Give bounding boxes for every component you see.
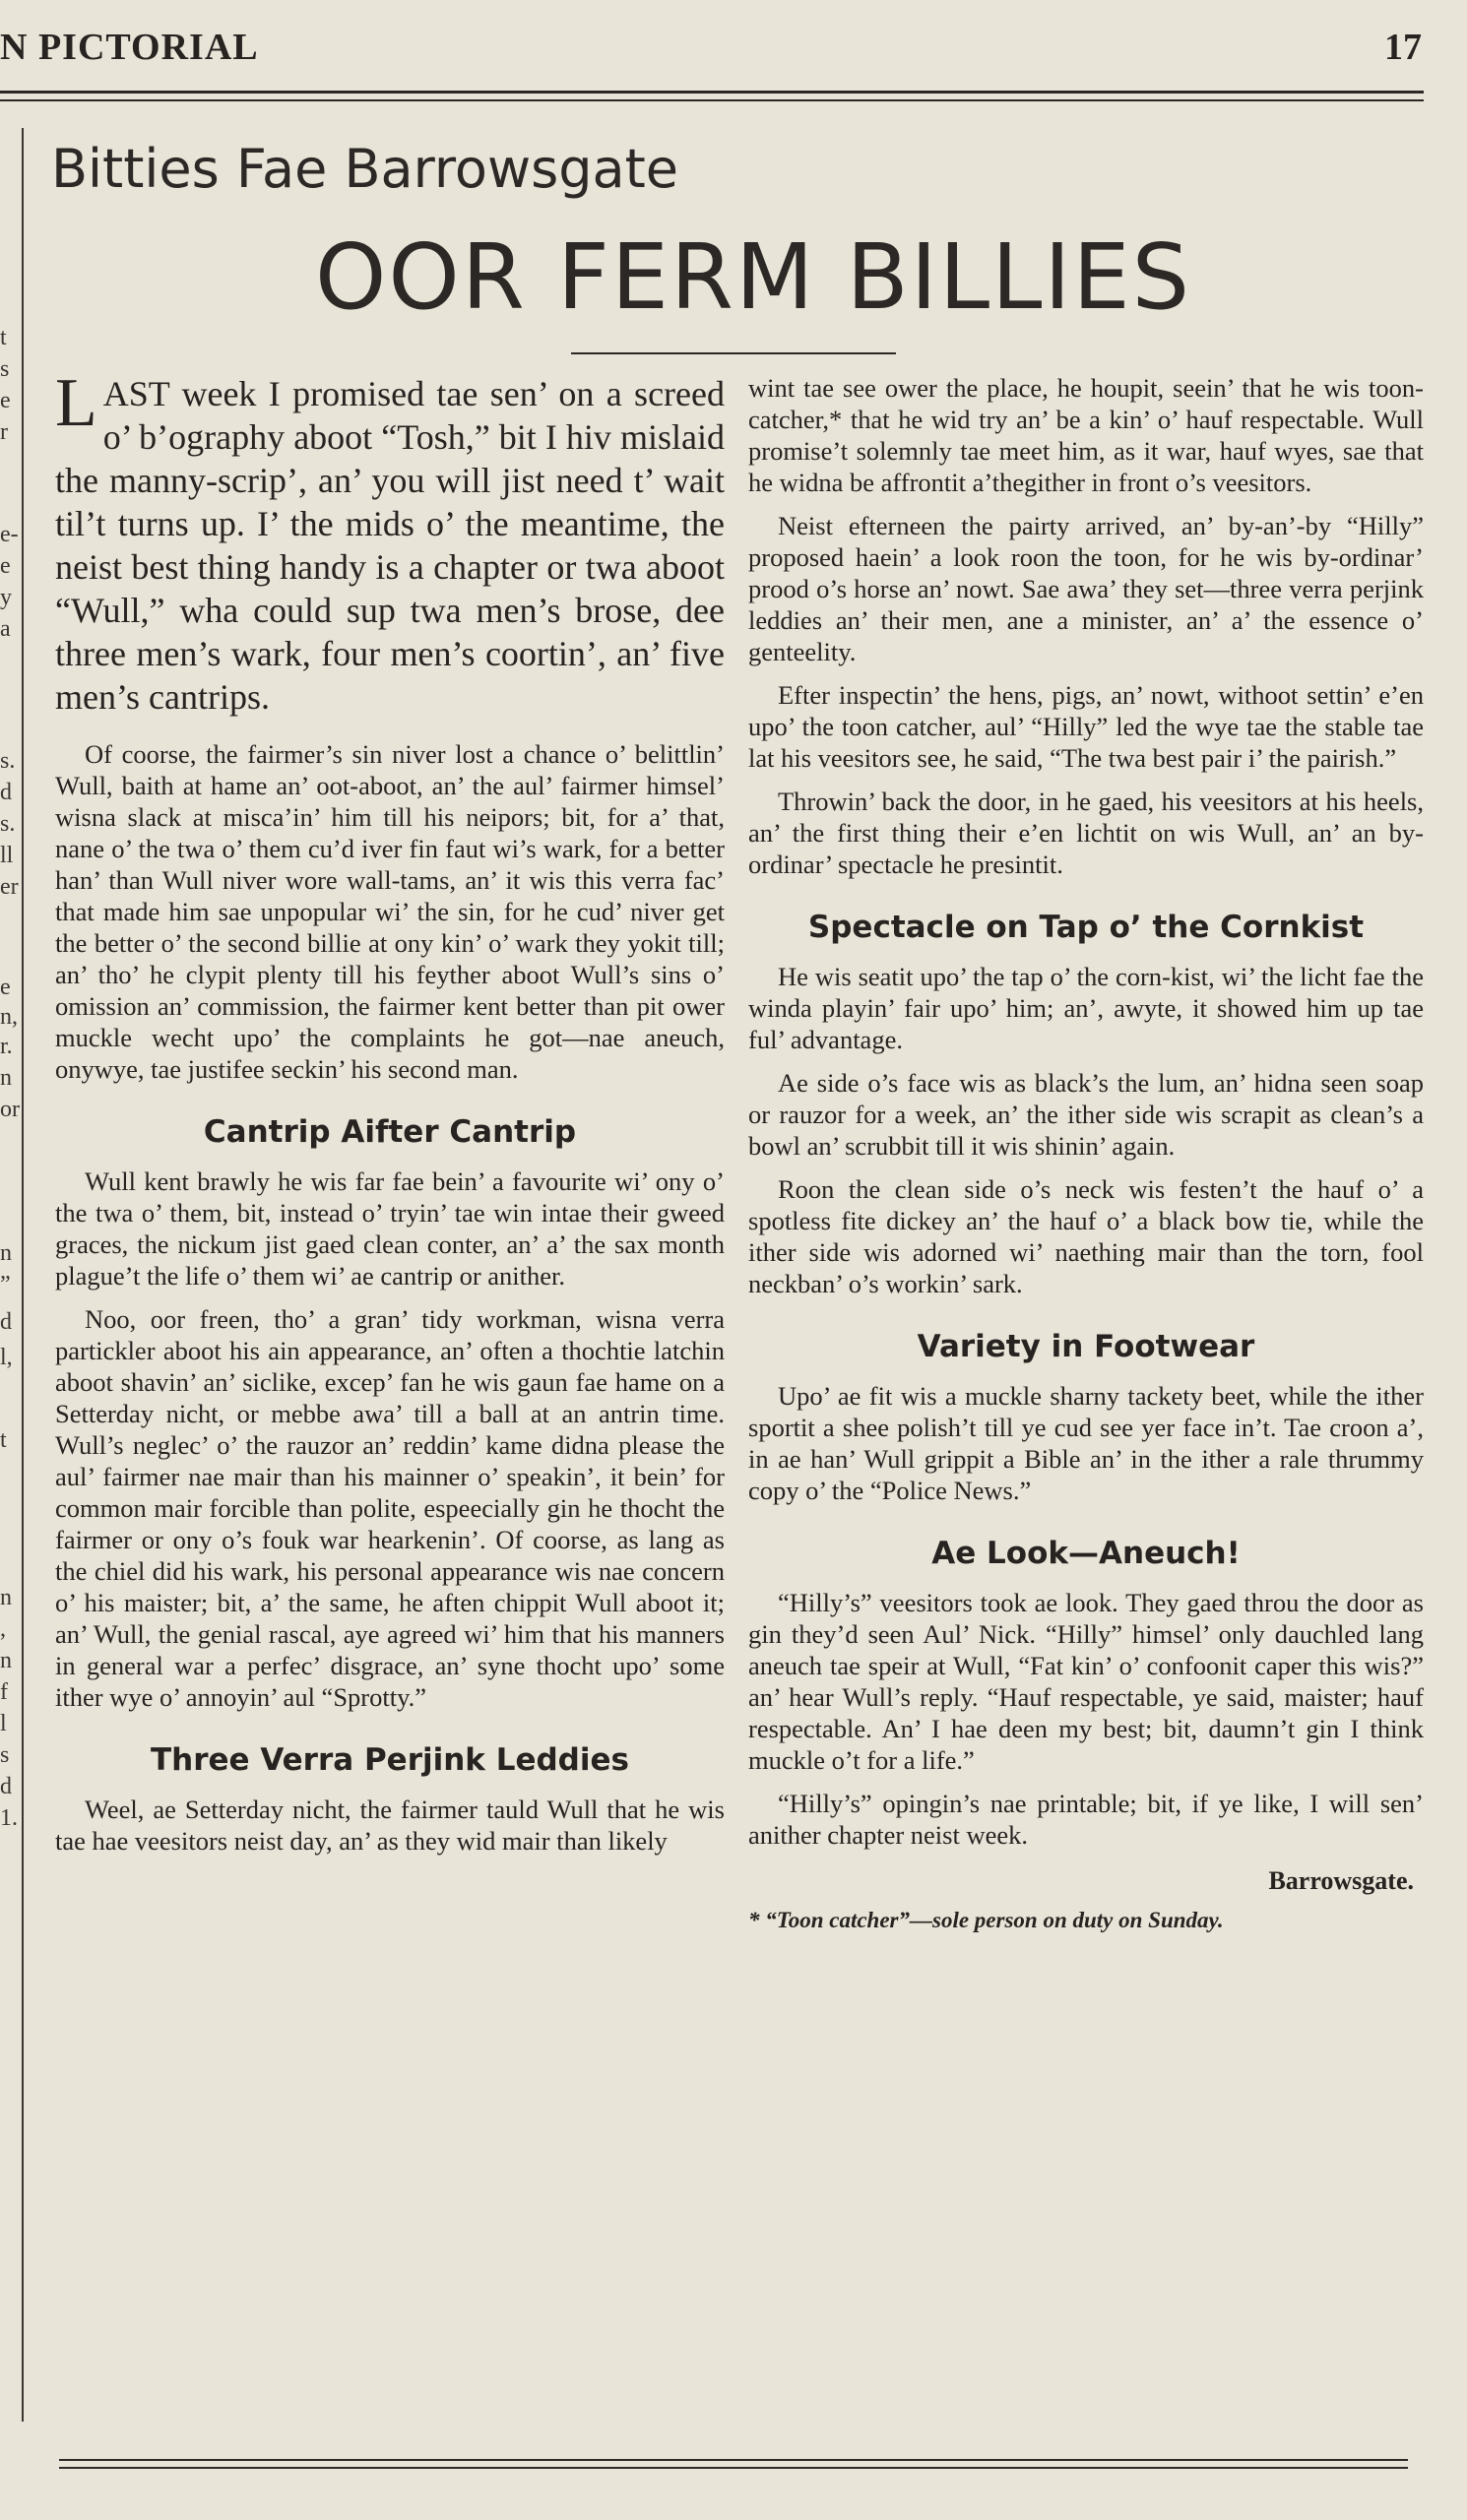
margin-fragment: s. xyxy=(0,811,16,837)
paragraph: Roon the clean side o’s neck wis festen’t the hauf o’ a spotless fite dickey an’ the hauf o’ a black bow tie, while the ither side wis adorned wi’ naething mair than the torn, fool neckban’ o’s workin’ sark. xyxy=(748,1174,1424,1298)
margin-fragment: , xyxy=(0,1616,6,1642)
column-divider xyxy=(22,128,24,2422)
right-column xyxy=(748,372,1424,1933)
headline-rule xyxy=(571,352,896,354)
subheading: Spectacle on Tap o’ the Cornkist xyxy=(807,910,1365,945)
margin-fragment: f xyxy=(0,1679,8,1705)
margin-fragment: n xyxy=(0,1240,12,1266)
bottom-rule xyxy=(59,2459,1408,2469)
paragraph: Weel, ae Setterday nicht, the fairmer tauld Wull that he wis tae hae veesitors neist day, an’ as they wid mair than likely xyxy=(55,1795,725,1856)
paragraph: Neist efterneen the pairty arrived, an’ by-an’-by “Hilly” proposed haein’ a look roon the toon, for he wis by-ordinar’ prood o’s horse an’ nowt. Sae awa’ they set—three verra perjink leddies an’ their men, ane a minister, an’ a’ the essence o’ genteelity. xyxy=(748,511,1424,666)
margin-fragment: ll xyxy=(0,843,14,868)
paragraph: Throwin’ back the door, in he gaed, his veesitors at his heels, an’ the first thing their e’en lichtit on wis Wull, an’ an by-ordinar’ spectacle he presintit. xyxy=(748,787,1424,879)
paragraph: “Hilly’s” opingin’s nae printable; bit, if ye like, I will sen’ anither chapter neist week. xyxy=(748,1789,1424,1850)
left-margin-fragments xyxy=(0,128,28,2422)
margin-fragment: d xyxy=(0,780,12,805)
lead-paragraph: LAST week I promised tae sen’ on a screed o’ b’ography aboot “Tosh,” bit I hiv mislaid the manny-scrip’, an’ you will jist need t’ wait til’t turns up. I’ the mids o’ the meantime, the neist best thing handy is a chapter or twa aboot “Wull,” wha could sup twa men’s brose, dee three men’s wark, four men’s coortin’, an’ five men’s cantrips. xyxy=(55,365,725,717)
margin-fragment: e xyxy=(0,388,11,413)
margin-fragment: n, xyxy=(0,1004,18,1030)
subheading: Cantrip Aifter Cantrip xyxy=(203,1114,577,1150)
margin-fragment: er xyxy=(0,874,19,900)
margin-fragment: d xyxy=(0,1774,12,1799)
paragraph: Ae side o’s face wis as black’s the lum, an’ hidna seen soap or rauzor for a week, an’ the ither side wis scrapit as clean’s a bowl an’ scrubbit till it wis shinin’ again. xyxy=(748,1068,1424,1161)
signature: Barrowsgate. xyxy=(1268,1866,1414,1895)
margin-fragment: r. xyxy=(0,1034,13,1059)
left-column xyxy=(55,365,725,1868)
margin-fragment: n xyxy=(0,1648,12,1673)
article-headline: OOR FERM BILLIES xyxy=(314,224,1191,330)
paragraph: Of coorse, the fairmer’s sin niver lost a chance o’ belittlin’ Wull, baith at hame an’ oot-aboot, an’ the aul’ fairmer himsel’ wisna slack at misca’in’ him till his neipors; bit, for a’ that, nane o’ the twa o’ them cu’d iver fin faut wi’s wark, for a better han’ than Wull niver wore wall-tams, an’ it wis this verra fac’ that made him sae unpopular wi’ the sin, for he cud’ niver get the better o’ the second billie at ony kin’ o’ wark they yokit till; an’ tho’ he clypit plenty till his feyther aboot Wull’s sins o’ omission an’ commission, the fairmer kent better than pit ower muckle wecht upo’ the complaints he got—nae aneuch, onywye, tae justifee seckin’ his second man. xyxy=(55,739,725,1084)
article-kicker: Bitties Fae Barrowsgate xyxy=(51,138,679,200)
paragraph: Efter inspectin’ the hens, pigs, an’ nowt, withoot settin’ e’en upo’ the toon catcher, aul’ “Hilly” led the wye tae the stable tae lat his veesitors see, he said, “The twa best pair i’ the pairish.” xyxy=(748,680,1424,773)
margin-fragment: e- xyxy=(0,522,19,547)
margin-fragment: ” xyxy=(0,1272,11,1297)
margin-fragment: s xyxy=(0,356,10,382)
margin-fragment: n xyxy=(0,1585,12,1610)
page-number: 17 xyxy=(1384,27,1422,68)
margin-fragment: t xyxy=(0,1427,7,1453)
paragraph: wint tae see ower the place, he houpit, seein’ that he wis toon-catcher,* that he wid try an’ be a kin’ o’ hauf respectable. Wull promise’t solemnly tae meet him, as it war, hauf wyes, sae that he widna be affrontit a’thegither in front o’s veesitors. xyxy=(748,373,1424,497)
page-header xyxy=(0,0,1467,98)
paragraph: He wis seatit upo’ the tap o’ the corn-kist, wi’ the licht fae the winda playin’ fair upo’ him; an’, awyte, it showed him up tae ful’ advantage. xyxy=(748,962,1424,1054)
paragraph: “Hilly’s” veesitors took ae look. They gaed throu the door as gin they’d seen Aul’ Nick. “Hilly” himsel’ only dauchled lang aneuch tae speir at Wull, “Fat kin’ o’ confoonit caper this wis?” an’ hear Wull’s reply. “Hauf respectable, ye said, maister; hauf respectable. An’ I hae deen my best; bit, daumn’t gin I think muckle o’t for a life.” xyxy=(748,1588,1424,1775)
margin-fragment: l, xyxy=(0,1345,13,1370)
margin-fragment: d xyxy=(0,1309,12,1335)
margin-fragment: or xyxy=(0,1097,20,1122)
margin-fragment: n xyxy=(0,1065,12,1091)
margin-fragment: e xyxy=(0,553,11,579)
subheading: Ae Look—Aneuch! xyxy=(931,1536,1241,1571)
margin-fragment: y xyxy=(0,585,12,610)
margin-fragment: t xyxy=(0,325,7,350)
footnote: * “Toon catcher”—sole person on duty on Sunday. xyxy=(748,1908,1224,1932)
margin-fragment: 1. xyxy=(0,1805,18,1831)
paragraph: Wull kent brawly he wis far fae bein’ a favourite wi’ ony o’ the twa o’ them, bit, instead o’ tryin’ tae win intae their gweed graces, the nickum jist gaed clean conter, an’ a’ the sax month plague’t the life o’ them wi’ ae cantrip or anither. xyxy=(55,1166,725,1291)
top-rule xyxy=(0,91,1424,101)
margin-fragment: s. xyxy=(0,748,16,774)
paragraph: Noo, oor freen, tho’ a gran’ tidy workman, wisna verra partickler aboot his ain appearance, an’ often a thochtie latchin aboot shavin’ an’ siclike, excep’ fan he wis gaun fae hame on a Setterday nicht, or mebbe awa’ till a ball at an antrin time. Wull’s neglec’ o’ the rauzor an’ reddin’ kame didna please the aul’ fairmer nae mair than his mainner o’ speakin’, it bein’ for common mair forcible than polite, espeecially gin he thocht the fairmer or ony o’s fouk war hearkenin’. Of coorse, as lang as the chiel did his wark, his personal appearance wis nae concern o’ his maister; bit, a’ the same, he aften chippit Wull aboot it; an’ Wull, the genial rascal, aye agreed wi’ him that his manners in general war a perfec’ disgrace, an’ syne thocht upo’ some ither wye o’ annoyin’ aul “Sprotty.” xyxy=(55,1304,725,1712)
subheading: Variety in Footwear xyxy=(917,1329,1255,1364)
subheading: Three Verra Perjink Leddies xyxy=(151,1742,629,1778)
paragraph: Upo’ ae fit wis a muckle sharny tackety beet, while the ither sportit a shee polish’t till ye cud see yer face in’t. Tae croon a’, in ae han’ Wull grippit a Bible an’ in the ither a rale thrummy copy o’ the “Police News.” xyxy=(748,1381,1424,1505)
margin-fragment: s xyxy=(0,1742,10,1768)
margin-fragment: l xyxy=(0,1711,7,1736)
drop-cap: L xyxy=(55,365,97,441)
margin-fragment: r xyxy=(0,419,8,445)
masthead: N PICTORIAL xyxy=(0,27,259,68)
margin-fragment: e xyxy=(0,975,11,1000)
margin-fragment: a xyxy=(0,616,11,642)
